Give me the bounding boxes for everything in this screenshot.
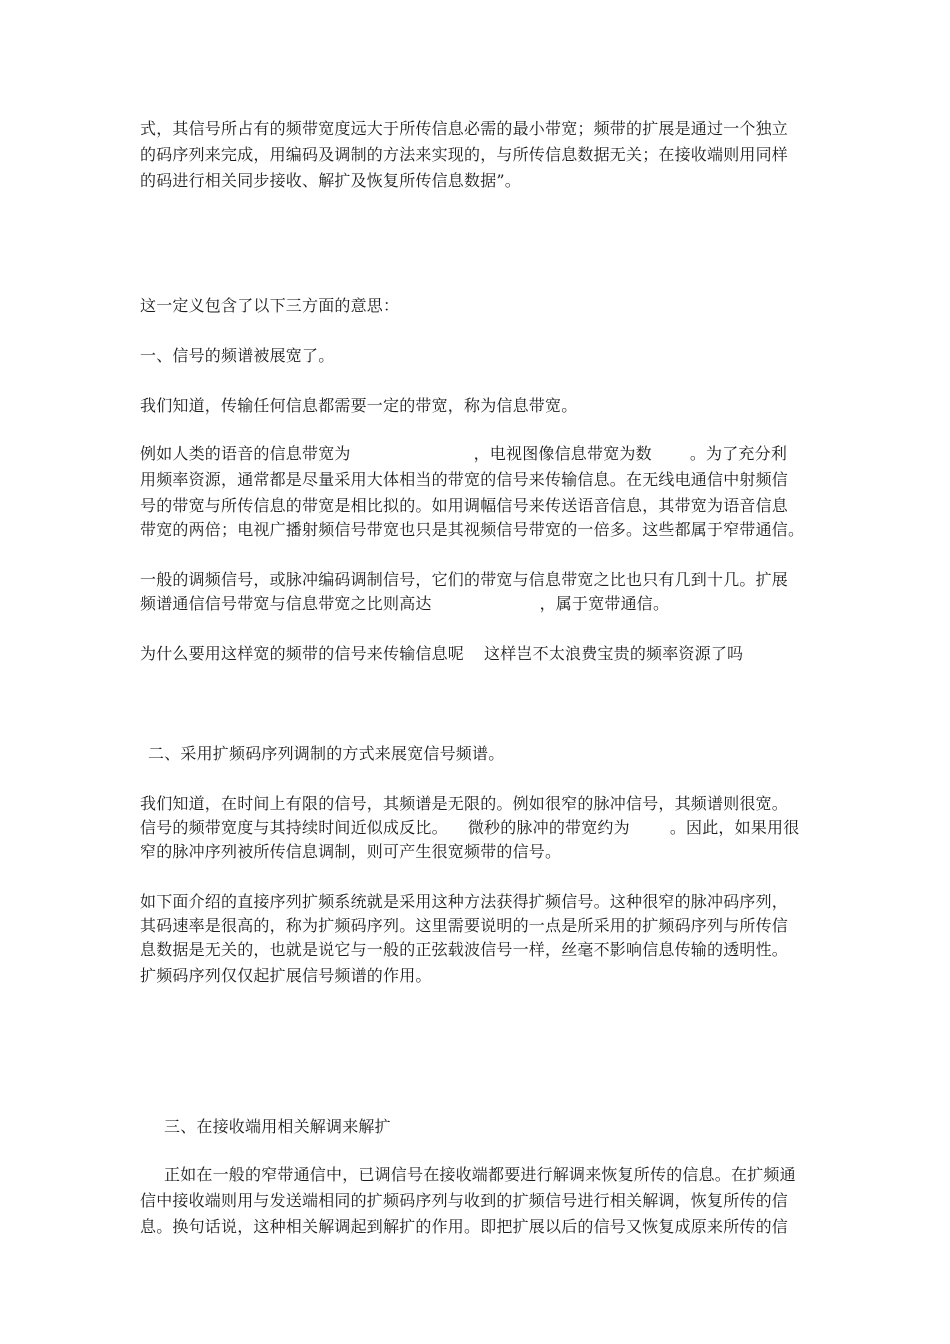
section2-paragraph-1-line-1: 我们知道，在时间上有限的信号，其频谱是无限的。例如很窄的脉冲信号，其频谱则很宽。 bbox=[140, 794, 789, 813]
text-segment: 例如人类的语音的信息带宽为 bbox=[140, 444, 351, 463]
section1-paragraph-2-line-2: 用频率资源，通常都是尽量采用大体相当的带宽的信号来传输信息。在无线电通信中射频信 bbox=[140, 470, 789, 489]
section2-paragraph-2-line-1: 如下面介绍的直接序列扩频系统就是采用这种方法获得扩频信号。这种很窄的脉冲码序列， bbox=[140, 892, 789, 911]
text-segment: 。因此，如果用很 bbox=[669, 818, 800, 837]
section2-paragraph-2-line-4: 扩频码序列仅仅起扩展信号频谱的作用。 bbox=[140, 966, 432, 985]
section2-heading: 二、采用扩频码序列调制的方式来展宽信号频谱。 bbox=[148, 744, 505, 763]
section2-paragraph-1-line-3: 窄的脉冲序列被所传信息调制，则可产生很宽频带的信号。 bbox=[140, 842, 562, 861]
section2-paragraph-1-line-2 bbox=[140, 815, 799, 841]
section1-paragraph-3-line-1: 一般的调频信号，或脉冲编码调制信号，它们的带宽与信息带宽之比也只有几到十几。扩展 bbox=[140, 570, 789, 589]
intro-line-2: 的码序列来完成，用编码及调制的方法来实现的，与所传信息数据无关；在接收端则用同样 bbox=[140, 145, 789, 164]
text-segment: 信号的频带宽度与其持续时间近似成反比。 bbox=[140, 818, 448, 837]
section2-paragraph-2-line-2: 其码速率是很高的，称为扩频码序列。这里需要说明的一点是所采用的扩频码序列与所传信 bbox=[140, 916, 789, 935]
text-segment: 为什么要用这样宽的频带的信号来传输信息呢 bbox=[140, 644, 465, 663]
section3-heading: 三、在接收端用相关解调来解扩 bbox=[164, 1117, 391, 1136]
text-segment: 这样岂不太浪费宝贵的频率资源了吗 bbox=[484, 644, 744, 663]
section1-heading: 一、信号的频谱被展宽了。 bbox=[140, 346, 335, 365]
section1-paragraph-4 bbox=[140, 641, 743, 667]
section1-paragraph-1: 我们知道，传输任何信息都需要一定的带宽，称为信息带宽。 bbox=[140, 396, 578, 415]
intro-line-3: 的码进行相关同步接收、解扩及恢复所传信息数据”。 bbox=[140, 171, 521, 190]
definition-lead: 这一定义包含了以下三方面的意思： bbox=[140, 296, 400, 315]
text-segment: 。为了充分利 bbox=[689, 444, 788, 463]
section3-paragraph-1-line-3: 息。换句话说，这种相关解调起到解扩的作用。即把扩展以后的信号又恢复成原来所传的信 bbox=[140, 1217, 789, 1236]
section1-paragraph-2-line-3: 号的带宽与所传信息的带宽是相比拟的。如用调幅信号来传送语音信息，其带宽为语音信息 bbox=[140, 496, 789, 515]
section3-paragraph-1-line-1: 正如在一般的窄带通信中，已调信号在接收端都要进行解调来恢复所传的信息。在扩频通 bbox=[164, 1165, 796, 1184]
section1-paragraph-3-line-2 bbox=[140, 591, 669, 617]
text-segment: 频谱通信信号带宽与信息带宽之比则高达 bbox=[140, 594, 432, 613]
text-segment: ，属于宽带通信。 bbox=[539, 594, 670, 613]
section1-paragraph-2-line-1 bbox=[140, 441, 787, 467]
intro-line-1: 式，其信号所占有的频带宽度远大于所传信息必需的最小带宽；频带的扩展是通过一个独立 bbox=[140, 119, 789, 138]
section2-paragraph-2-line-3: 息数据是无关的，也就是说它与一般的正弦载波信号一样，丝毫不影响信息传输的透明性。 bbox=[140, 940, 789, 959]
section3-paragraph-1-line-2: 信中接收端则用与发送端相同的扩频码序列与收到的扩频信号进行相关解调，恢复所传的信 bbox=[140, 1191, 789, 1210]
text-segment: 微秒的脉冲的带宽约为 bbox=[467, 818, 630, 837]
section1-paragraph-2-line-4: 带宽的两倍；电视广播射频信号带宽也只是其视频信号带宽的一倍多。这些都属于窄带通信。 bbox=[140, 520, 805, 539]
text-segment: ，电视图像信息带宽为数 bbox=[473, 444, 652, 463]
